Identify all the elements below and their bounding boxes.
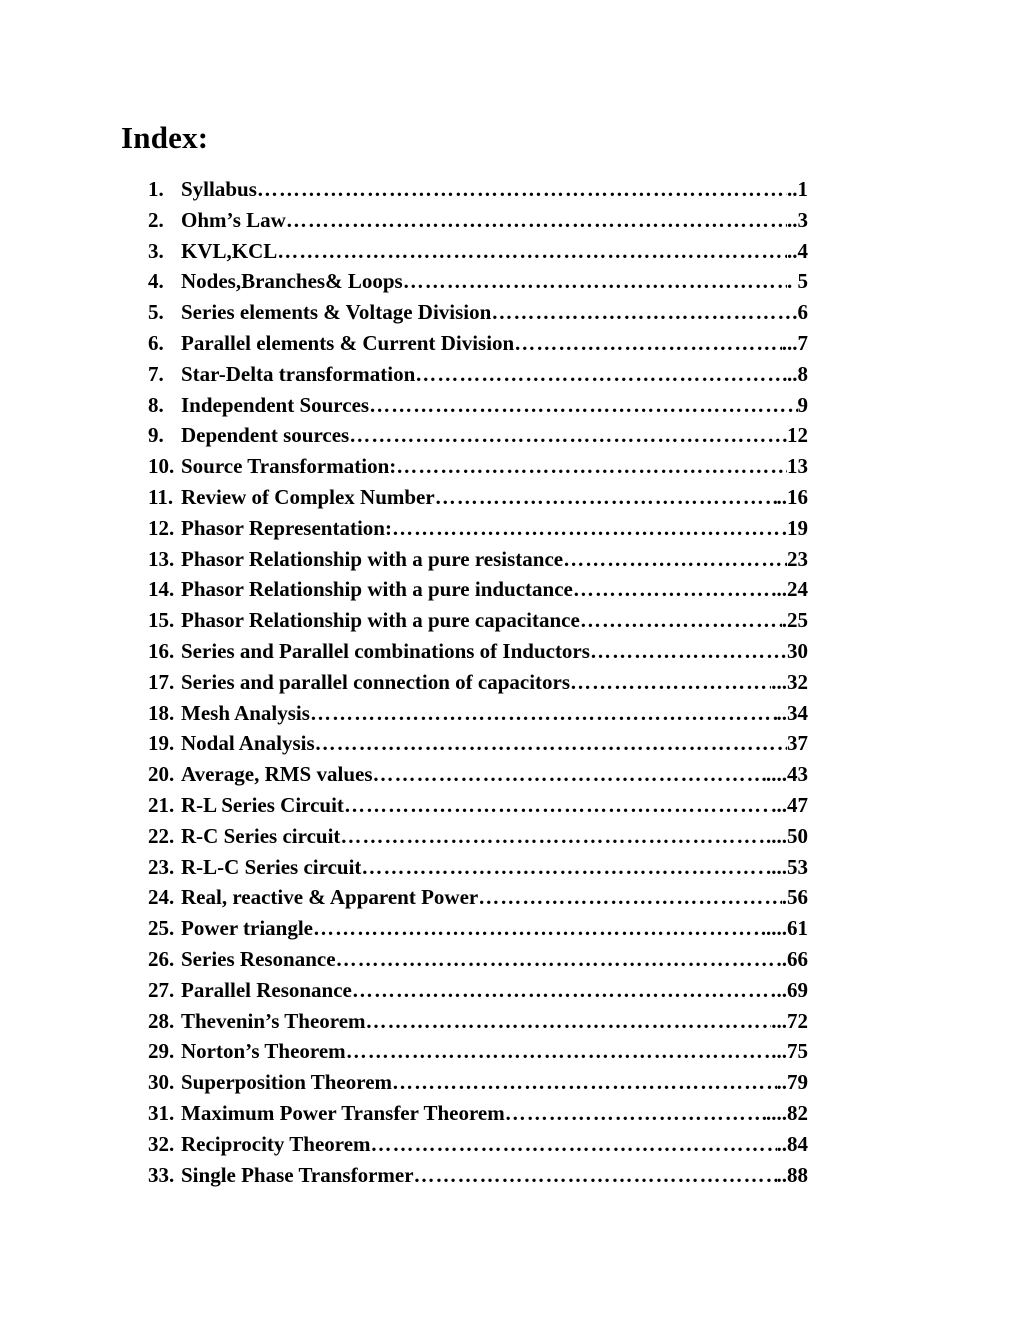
toc-entry-page: ..34 — [776, 700, 808, 725]
toc-entry-number: 10. — [148, 454, 175, 479]
toc-entry-page: . 5 — [787, 269, 808, 294]
toc-entry-title: Ohm’s Law — [181, 207, 286, 232]
toc-entry-number: 20. — [148, 762, 175, 787]
toc-entry-page: ..1 — [787, 177, 808, 201]
toc-entry-title: R-L-C Series circuit — [181, 854, 362, 879]
toc-dot-leader — [352, 975, 777, 1005]
toc-entry — [148, 605, 808, 636]
toc-dot-leader — [415, 359, 787, 389]
toc-entry-page: 37 — [787, 731, 808, 756]
toc-dot-leader — [310, 698, 777, 728]
toc-entry-title: Norton’s Theorem — [181, 1039, 346, 1064]
toc-entry — [148, 1160, 808, 1191]
toc-entry-number: 27. — [148, 977, 175, 1002]
toc-dot-leader — [590, 636, 787, 666]
toc-entry-number: 14. — [148, 577, 175, 602]
toc-entry-title: Average, RMS values — [181, 762, 373, 787]
toc-entry-page: ..88 — [776, 1162, 808, 1187]
toc-entry — [148, 236, 808, 267]
toc-entry-page: ...32 — [771, 669, 808, 694]
toc-dot-leader — [573, 574, 771, 604]
toc-entry-page: ..4 — [787, 238, 808, 263]
toc-dot-leader — [505, 1098, 766, 1128]
toc-entry — [148, 882, 808, 913]
toc-entry-number: 32. — [148, 1131, 175, 1156]
toc-dot-leader — [414, 1160, 777, 1190]
toc-entry-page: ...47 — [771, 792, 808, 817]
toc-entry — [148, 1098, 808, 1129]
toc-entry-title: Dependent sources — [181, 423, 350, 448]
toc-entry-number: 19. — [148, 731, 175, 756]
toc-entry-title: Single Phase Transformer — [181, 1162, 414, 1187]
toc-dot-leader — [315, 728, 787, 758]
toc-dot-leader — [277, 236, 787, 266]
toc-entry-number: 23. — [148, 854, 175, 879]
toc-entry — [148, 328, 808, 359]
toc-dot-leader — [396, 451, 787, 481]
toc-dot-leader — [336, 944, 782, 974]
toc-entry — [148, 636, 808, 667]
toc-entry-page: ....53 — [766, 854, 808, 879]
toc-entry-page: ..84 — [776, 1131, 808, 1156]
toc-entry — [148, 728, 808, 759]
toc-entry — [148, 667, 808, 698]
toc-entry — [148, 266, 808, 297]
toc-entry — [148, 482, 808, 513]
toc-dot-leader — [514, 328, 782, 358]
toc-entry-page: ...7 — [781, 330, 808, 355]
toc-entry-title: Parallel Resonance — [181, 977, 352, 1002]
toc-dot-leader — [403, 266, 787, 296]
toc-entry-number: 3. — [148, 238, 164, 263]
toc-entry-number: 9. — [148, 423, 164, 448]
page-title: Index: — [121, 120, 209, 155]
toc-entry-page: ..16 — [776, 484, 808, 509]
toc-entry — [148, 975, 808, 1006]
toc-entry — [148, 852, 808, 883]
toc-entry-title: Power triangle — [181, 916, 313, 941]
toc-entry-title: Phasor Relationship with a pure resistance — [181, 546, 564, 571]
toc-entry — [148, 698, 808, 729]
toc-entry-title: Real, reactive & Apparent Power — [181, 885, 479, 910]
toc-dot-leader — [340, 821, 766, 851]
toc-entry-title: Series elements & Voltage Division — [181, 300, 492, 325]
toc-entry-page: ...75 — [771, 1039, 808, 1064]
toc-entry-title: Source Transformation: — [181, 454, 397, 479]
toc-entry — [148, 451, 808, 482]
toc-dot-leader — [257, 174, 787, 204]
toc-entry — [148, 390, 808, 421]
toc-entry — [148, 1067, 808, 1098]
toc-entry — [148, 821, 808, 852]
toc-entry-title: Superposition Theorem — [181, 1070, 393, 1095]
toc-entry — [148, 174, 808, 205]
toc-dot-leader — [369, 390, 797, 420]
toc-entry-title: Review of Complex Number — [181, 484, 435, 509]
toc-dot-leader — [478, 882, 782, 912]
toc-entry-page: ..79 — [776, 1070, 808, 1095]
toc-entry-page: ..69 — [776, 977, 808, 1002]
toc-dot-leader — [361, 852, 766, 882]
toc-entry-number: 31. — [148, 1100, 175, 1125]
toc-entry-title: Reciprocity Theorem — [181, 1131, 371, 1156]
toc-dot-leader — [349, 420, 787, 450]
toc-dot-leader — [371, 1129, 777, 1159]
toc-entry-number: 8. — [148, 392, 164, 417]
toc-entry-title: Phasor Relationship with a pure inductance — [181, 577, 573, 602]
toc-entry — [148, 759, 808, 790]
toc-entry-page: ...72 — [771, 1008, 808, 1033]
toc-entry-number: 26. — [148, 946, 175, 971]
toc-entry-number: 1. — [148, 177, 164, 201]
toc-entry-number: 17. — [148, 669, 175, 694]
toc-entry-number: 30. — [148, 1070, 175, 1095]
toc-entry — [148, 574, 808, 605]
toc-entry — [148, 1129, 808, 1160]
toc-entry-title: R-L Series Circuit — [181, 792, 344, 817]
toc-dot-leader — [392, 1067, 776, 1097]
toc-entry-page: 9 — [797, 392, 808, 417]
toc-entry-page: .25 — [781, 608, 808, 633]
toc-entry-title: Star-Delta transformation — [181, 361, 416, 386]
toc-entry — [148, 420, 808, 451]
toc-entry-number: 12. — [148, 515, 175, 540]
toc-dot-leader — [286, 205, 787, 235]
toc-entry-number: 2. — [148, 207, 164, 232]
toc-entry-number: 21. — [148, 792, 175, 817]
toc-entry-title: Phasor Representation: — [181, 515, 392, 540]
toc-entry-number: 15. — [148, 608, 175, 633]
toc-entry — [148, 913, 808, 944]
toc-entry-page: .66 — [781, 946, 808, 971]
toc-entry-number: 22. — [148, 823, 175, 848]
toc-entry-number: 29. — [148, 1039, 175, 1064]
toc-entry-title: Thevenin’s Theorem — [181, 1008, 366, 1033]
toc-entry-number: 11. — [148, 484, 174, 509]
toc-dot-leader — [563, 544, 787, 574]
toc-entry-page: ....82 — [766, 1100, 808, 1125]
toc-entry-page: .56 — [781, 885, 808, 910]
toc-entry-page: 23 — [787, 546, 808, 571]
toc-entry — [148, 790, 808, 821]
toc-entry-title: KVL,KCL — [181, 238, 278, 263]
toc-entry-page: .6 — [792, 300, 808, 325]
toc-entry-title: Nodal Analysis — [181, 731, 315, 756]
toc-entry-title: Maximum Power Transfer Theorem — [181, 1100, 505, 1125]
toc-entry-title: R-C Series circuit — [181, 823, 341, 848]
toc-entry — [148, 1006, 808, 1037]
toc-entry-number: 5. — [148, 300, 164, 325]
toc-entry-page: 30 — [787, 638, 808, 663]
toc-entry-page: .19 — [781, 515, 808, 540]
toc-entry-title: Phasor Relationship with a pure capacitance — [181, 608, 580, 633]
toc-dot-leader — [366, 1006, 772, 1036]
toc-entry-number: 28. — [148, 1008, 175, 1033]
toc-entry — [148, 544, 808, 575]
toc-entry — [148, 944, 808, 975]
toc-entry — [148, 513, 808, 544]
toc-dot-leader — [313, 913, 766, 943]
toc-entry-number: 7. — [148, 361, 164, 386]
toc-entry-page: ...24 — [771, 577, 808, 602]
toc-dot-leader — [373, 759, 767, 789]
toc-entry-number: 6. — [148, 330, 164, 355]
toc-entry-title: Independent Sources — [181, 392, 370, 417]
toc-entry — [148, 1036, 808, 1067]
toc-entry-number: 13. — [148, 546, 175, 571]
toc-entry-title: Series and Parallel combinations of Inductors — [181, 638, 590, 663]
toc-entry — [148, 359, 808, 390]
toc-dot-leader — [491, 297, 792, 327]
toc-entry — [148, 297, 808, 328]
toc-entry-number: 33. — [148, 1162, 175, 1187]
toc-entry-page: 12 — [787, 423, 808, 448]
toc-dot-leader — [570, 667, 771, 697]
toc-entry-number: 16. — [148, 638, 175, 663]
toc-entry-page: ....43 — [766, 762, 808, 787]
toc-entry-title: Nodes,Branches& Loops — [181, 269, 403, 294]
toc-dot-leader — [344, 790, 771, 820]
toc-entry — [148, 205, 808, 236]
toc-entry-title: Parallel elements & Current Division — [181, 330, 515, 355]
toc-dot-leader — [435, 482, 777, 512]
toc-entry-number: 4. — [148, 269, 164, 294]
toc-entry-number: 24. — [148, 885, 175, 910]
toc-entry-title: Series and parallel connection of capacitors — [181, 669, 571, 694]
toc-entry-page: 13 — [787, 454, 808, 479]
toc-entry-number: 25. — [148, 916, 175, 941]
toc-dot-leader — [346, 1036, 772, 1066]
toc-entry-page: ..8 — [787, 361, 808, 386]
toc-entry-title: Syllabus — [181, 177, 257, 201]
toc-entry-number: 18. — [148, 700, 175, 725]
toc-entry-page: ....61 — [766, 916, 808, 941]
toc-dot-leader — [392, 513, 782, 543]
toc-entry-title: Mesh Analysis — [181, 700, 310, 725]
table-of-contents — [148, 174, 808, 1190]
toc-entry-title: Series Resonance — [181, 946, 336, 971]
toc-entry-page: ....50 — [766, 823, 808, 848]
toc-entry-page: ..3 — [787, 207, 808, 232]
toc-dot-leader — [580, 605, 782, 635]
